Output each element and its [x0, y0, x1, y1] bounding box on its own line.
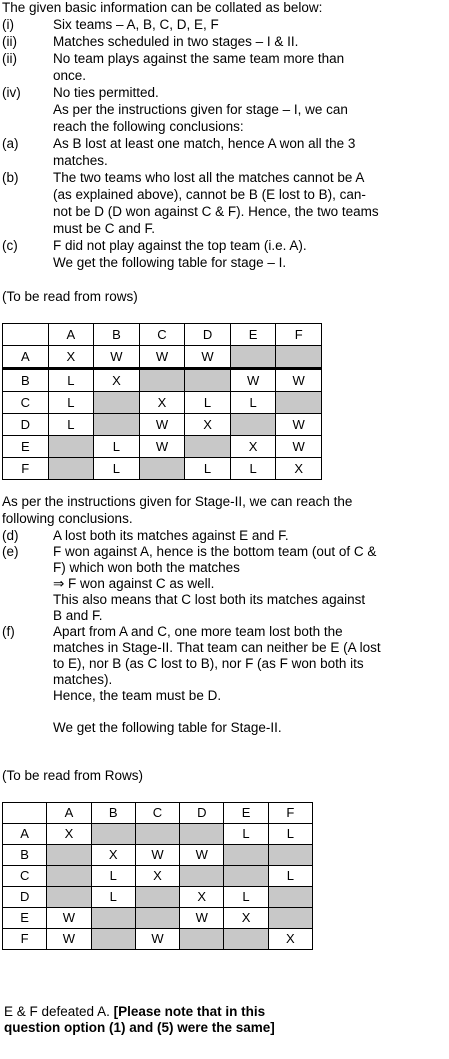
result-cell: [180, 929, 224, 950]
result-cell: L: [230, 458, 276, 480]
row-header: D: [3, 414, 49, 436]
result-cell: L: [48, 369, 94, 392]
result-cell: L: [224, 887, 268, 908]
result-cell: [230, 414, 276, 436]
result-cell: L: [230, 392, 276, 414]
point-text-line: F won against A, hence is the bottom team (out of C &: [53, 544, 377, 559]
row-header: C: [3, 866, 47, 887]
result-cell: [139, 458, 185, 480]
table-row: [3, 824, 313, 845]
header-row: [3, 803, 313, 824]
result-cell: [185, 436, 231, 458]
column-header: B: [94, 324, 140, 346]
point-text-line: once.: [53, 68, 87, 83]
column-header: E: [224, 803, 268, 824]
stage2-results-table: [2, 802, 313, 950]
point-text-line: (as explained above), cannot be B (E lost to B), can-: [53, 187, 366, 202]
table-row: [3, 908, 313, 929]
result-cell: X: [135, 866, 179, 887]
result-cell: [185, 369, 231, 392]
point-text-line: No ties permitted.: [53, 85, 159, 100]
point-text-line: This also means that C lost both its matches against: [53, 592, 366, 607]
result-cell: W: [185, 346, 231, 369]
intro-line: reach the following conclusions:: [53, 119, 244, 134]
table2-caption: (To be read from Rows): [2, 768, 144, 783]
table-row: [3, 436, 322, 458]
result-cell: [91, 824, 135, 845]
result-cell: L: [224, 824, 268, 845]
result-cell: W: [276, 369, 322, 392]
point-label: (c): [2, 238, 18, 253]
intro-text: The given basic information can be collated as below:: [2, 0, 323, 15]
footer-note: [4, 1004, 275, 1036]
point-label: (e): [2, 544, 19, 559]
result-cell: [224, 866, 268, 887]
point-label: (iv): [2, 85, 21, 100]
intro-line: As per the instructions given for Stage-II, we can reach the: [2, 494, 353, 509]
point-label: (ii): [2, 51, 17, 66]
result-cell: [180, 866, 224, 887]
result-cell: [48, 458, 94, 480]
point-text-line: The two teams who lost all the matches cannot be A: [53, 170, 365, 185]
point-text-line: Hence, the team must be D.: [53, 688, 222, 703]
result-cell: [268, 887, 312, 908]
result-cell: W: [135, 929, 179, 950]
table1-caption: (To be read from rows): [2, 289, 138, 304]
result-cell: [135, 887, 179, 908]
column-header: C: [135, 803, 179, 824]
result-cell: L: [268, 824, 312, 845]
point-text-line: Six teams – A, B, C, D, E, F: [53, 17, 219, 32]
row-header: B: [3, 369, 49, 392]
result-cell: [94, 414, 140, 436]
row-header: B: [3, 845, 47, 866]
point-text-line: matches).: [53, 672, 113, 687]
result-cell: X: [91, 845, 135, 866]
result-cell: W: [47, 929, 91, 950]
table-row: [3, 845, 313, 866]
result-cell: [91, 908, 135, 929]
point-text-line: matches.: [53, 153, 108, 168]
intro-line: following conclusions.: [2, 511, 133, 526]
result-cell: [48, 436, 94, 458]
point-text-line: Apart from A and C, one more team lost both the: [53, 624, 343, 639]
column-header: B: [91, 803, 135, 824]
result-cell: W: [139, 346, 185, 369]
result-cell: L: [185, 392, 231, 414]
point-text-line: to E), nor B (as C lost to B), nor F (as F won both its: [53, 656, 364, 671]
result-cell: [276, 346, 322, 369]
result-cell: [47, 887, 91, 908]
table-row: [3, 887, 313, 908]
result-cell: W: [276, 414, 322, 436]
table-row: [3, 369, 322, 392]
result-cell: [230, 346, 276, 369]
point-text-line: matches in Stage-II. That team can neither be E (A lost: [53, 640, 381, 655]
result-cell: X: [224, 908, 268, 929]
footer-bold-2: question option (1) and (5) were the same]: [4, 1020, 275, 1035]
table-row: [3, 866, 313, 887]
result-cell: X: [230, 436, 276, 458]
column-header: D: [180, 803, 224, 824]
intro-line: As per the instructions given for stage – I, we can: [53, 102, 348, 117]
point-text-line: We get the following table for stage – I.: [53, 255, 287, 270]
result-cell: L: [48, 392, 94, 414]
result-cell: W: [135, 845, 179, 866]
result-cell: [224, 845, 268, 866]
point-text-line: not be D (D won against C & F). Hence, the two teams: [53, 204, 379, 219]
result-cell: [47, 866, 91, 887]
row-header: A: [3, 824, 47, 845]
point-text-line: B and F.: [53, 608, 103, 623]
result-cell: W: [180, 908, 224, 929]
result-cell: [268, 845, 312, 866]
result-cell: X: [47, 824, 91, 845]
result-cell: L: [185, 458, 231, 480]
result-cell: [268, 908, 312, 929]
table-row: [3, 458, 322, 480]
column-header: E: [230, 324, 276, 346]
result-cell: [139, 369, 185, 392]
column-header: F: [276, 324, 322, 346]
row-header: D: [3, 887, 47, 908]
column-header: D: [185, 324, 231, 346]
row-header: E: [3, 908, 47, 929]
result-cell: X: [276, 458, 322, 480]
point-text-line: A lost both its matches against E and F.: [53, 528, 289, 543]
result-cell: [47, 845, 91, 866]
row-header: A: [3, 346, 49, 369]
column-header: A: [48, 324, 94, 346]
point-label: (d): [2, 528, 19, 543]
result-cell: X: [180, 887, 224, 908]
column-header: [3, 803, 47, 824]
row-header: E: [3, 436, 49, 458]
result-cell: W: [230, 369, 276, 392]
result-cell: [180, 824, 224, 845]
point-text-line: Matches scheduled in two stages – I & II.: [53, 34, 299, 49]
point-label: (f): [2, 624, 15, 639]
result-cell: L: [91, 887, 135, 908]
point-label: (b): [2, 170, 19, 185]
point-text-line: F) which won both the matches: [53, 560, 240, 575]
result-cell: X: [139, 392, 185, 414]
result-cell: X: [268, 929, 312, 950]
table-row: [3, 414, 322, 436]
result-cell: W: [94, 346, 140, 369]
point-text-line: We get the following table for Stage-II.: [53, 720, 282, 735]
table-row: [3, 929, 313, 950]
column-header: F: [268, 803, 312, 824]
point-text-line: F did not play against the top team (i.e. A).: [53, 238, 307, 253]
row-header: C: [3, 392, 49, 414]
result-cell: X: [94, 369, 140, 392]
point-text-line: No team plays against the same team more than: [53, 51, 345, 66]
point-text-line: must be C and F.: [53, 221, 156, 236]
result-cell: W: [180, 845, 224, 866]
result-cell: L: [94, 436, 140, 458]
point-label: (ii): [2, 34, 17, 49]
result-cell: W: [139, 436, 185, 458]
result-cell: L: [94, 458, 140, 480]
row-header: F: [3, 458, 49, 480]
table-row: [3, 392, 322, 414]
footer-plain: E & F defeated A.: [4, 1004, 114, 1019]
result-cell: X: [185, 414, 231, 436]
result-cell: X: [48, 346, 94, 369]
result-cell: [91, 929, 135, 950]
column-header: A: [47, 803, 91, 824]
result-cell: W: [139, 414, 185, 436]
result-cell: L: [268, 866, 312, 887]
result-cell: W: [276, 436, 322, 458]
table-row: [3, 346, 322, 369]
point-label: (i): [2, 17, 14, 32]
result-cell: [276, 392, 322, 414]
row-header: F: [3, 929, 47, 950]
result-cell: L: [91, 866, 135, 887]
stage1-results-table: [2, 323, 322, 480]
result-cell: [224, 929, 268, 950]
point-label: (a): [2, 136, 19, 151]
result-cell: [94, 392, 140, 414]
result-cell: W: [47, 908, 91, 929]
result-cell: [135, 908, 179, 929]
result-cell: L: [48, 414, 94, 436]
column-header: C: [139, 324, 185, 346]
result-cell: [135, 824, 179, 845]
point-text-line: As B lost at least one match, hence A won all the 3: [53, 136, 356, 151]
header-row: [3, 324, 322, 346]
point-text-line: ⇒ F won against C as well.: [53, 576, 215, 591]
column-header: [3, 324, 49, 346]
footer-bold-1: [Please note that in this: [113, 1004, 266, 1019]
